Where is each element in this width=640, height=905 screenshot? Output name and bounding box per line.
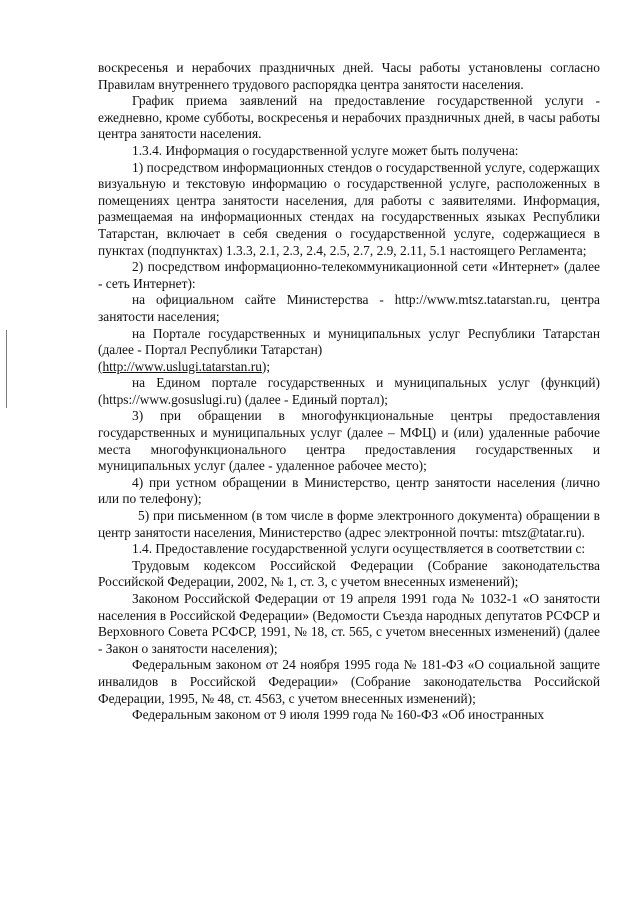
paragraph-disability-law: Федеральным законом от 24 ноября 1995 года № 181-ФЗ «О социальной защите инвалидов в Российской Федерации» (Собрание законодательства Российской Федерации, 1995, № 48, ст. 4563, с учетом внесенных изменений); <box>98 657 600 706</box>
portal-link[interactable]: (http://www.uslugi.tatarstan.ru); <box>98 358 271 374</box>
paragraph-unified-portal: на Едином портале государственных и муниципальных услуг (функций) (https://www.gosuslugi.ru) (далее - Единый портал); <box>98 375 600 407</box>
paragraph-labor-code: Трудовым кодексом Российской Федерации (Собрание законодательства Российской Федерации, 2002, № 1, ст. 3, с учетом внесенных изменений); <box>98 557 600 590</box>
paragraph-employment-law: Законом Российской Федерации от 19 апреля 1991 года № 1032-1 «О занятости населения в Российской Федерации» (Ведомости Съезда народных депутатов РСФСР и Верховного Совета РСФСР, 1991, № 18, ст. 565, с учетом внесенных изменений) (далее - Закон о занятости населения); <box>98 591 600 656</box>
paragraph-written-request: 5) при письменном (в том числе в форме электронного документа) обращении в центр занятости населения, Министерство (адрес электронной почты: mtsz@tatar.ru). <box>98 508 600 540</box>
paragraph-mfc: 3) при обращении в многофункциональные центры предоставления государственных и муниципальных услуг (далее – МФЦ) и (или) удаленные рабочие места многофункционального центра предоставления государственных и муниципальных услуг (далее - удаленное рабочее место); <box>98 408 600 474</box>
document-page <box>98 60 600 724</box>
paragraph-work-hours: воскресенья и нерабочих праздничных дней. Часы работы установлены согласно Правилам внутреннего трудового распорядка центра занятости населения. <box>98 60 600 92</box>
paragraph-1-4: 1.4. Предоставление государственной услуги осуществляется в соответствии с: <box>132 541 586 557</box>
paragraph-foreigners-law: Федеральным законом от 9 июля 1999 года № 160-ФЗ «Об иностранных <box>132 707 545 723</box>
paragraph-ministry-site: на официальном сайте Министерства - http://www.mtsz.tatarstan.ru, центра занятости населения; <box>98 292 600 324</box>
paragraph-oral-request: 4) при устном обращении в Министерство, центр занятости населения (лично или по телефону); <box>98 474 600 507</box>
paragraph-schedule: График приема заявлений на предоставление государственной услуги - ежедневно, кроме субботы, воскресенья и нерабочих праздничных дней, в часы работы центра занятости населения. <box>98 93 600 142</box>
margin-line <box>6 330 7 408</box>
paragraph-1-3-4: 1.3.4. Информация о государственной услуге может быть получена: <box>132 142 519 158</box>
paragraph-tatarstan-portal: на Портале государственных и муниципальных услуг Республики Татарстан (далее - Портал Республики Татарстан) <box>98 325 600 358</box>
paragraph-internet: 2) посредством информационно-телекоммуникационной сети «Интернет» (далее - сеть Интернет): <box>98 259 600 291</box>
paragraph-stands: 1) посредством информационных стендов о государственной услуге, содержащих визуальную и текстовую информацию о государственной услуге, расположенных в помещениях центра занятости населения, для работы с заявителями. Информация, размещаемая на информационных стендах на государственных языках Республики Татарстан, включает в себя сведения о государственной услуге, содержащиеся в пунктах (подпунктах) 1.3.3, 2.1, 2.3, 2.4, 2.5, 2.7, 2.9, 2.11, 5.1 настоящего Регламента; <box>98 159 600 258</box>
